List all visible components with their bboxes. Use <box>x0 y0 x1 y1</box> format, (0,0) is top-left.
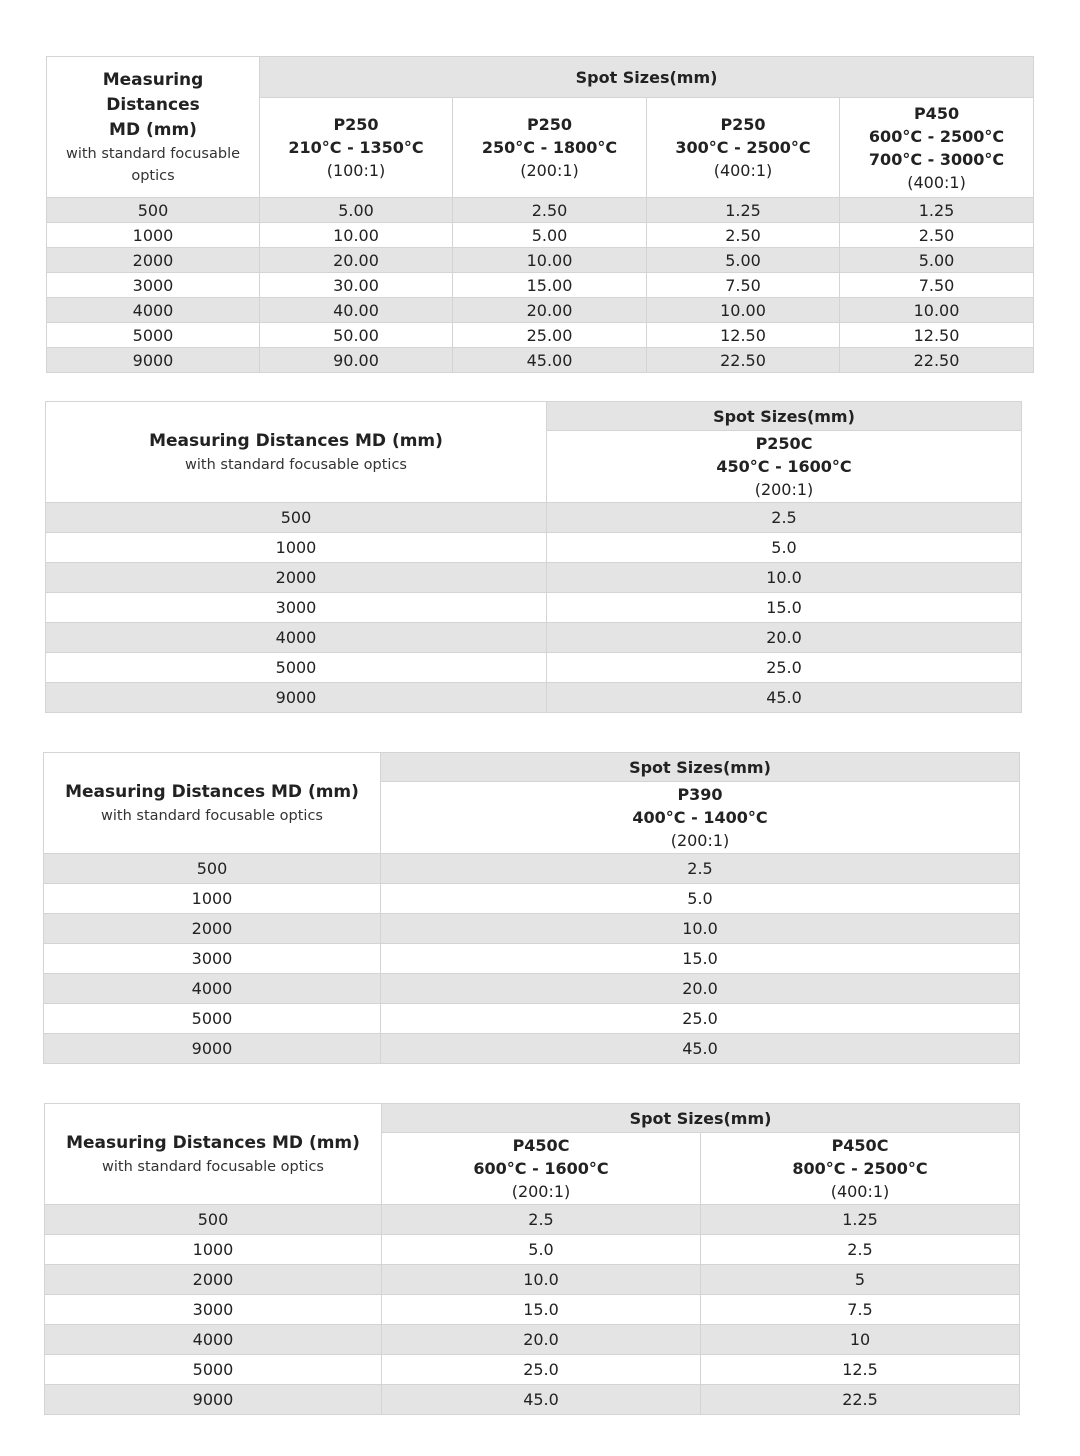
spot-size-table-p390 <box>43 752 1020 1064</box>
md-value: 9000 <box>44 1034 381 1064</box>
product-range: 800°C - 2500°C <box>792 1159 928 1178</box>
product-ratio: (400:1) <box>713 161 773 180</box>
md-value: 9000 <box>47 348 260 373</box>
product-header <box>382 1133 701 1205</box>
md-title: Measuring Distances <box>102 69 204 115</box>
spot-value: 45.00 <box>453 348 647 373</box>
table-row <box>47 348 1034 373</box>
table-row <box>45 1265 1020 1295</box>
table-row <box>46 503 1022 533</box>
md-value: 500 <box>47 198 260 223</box>
spot-value: 2.5 <box>382 1205 701 1235</box>
spot-value: 20.00 <box>260 248 453 273</box>
spot-value: 50.00 <box>260 323 453 348</box>
product-ratio: (200:1) <box>511 1182 571 1201</box>
product-ratio: (200:1) <box>520 161 579 180</box>
spot-size-table-p250c <box>45 401 1022 713</box>
md-header-cell <box>45 1104 382 1205</box>
md-subtitle: with standard focusable optics <box>101 807 323 824</box>
spot-value: 2.5 <box>547 503 1022 533</box>
md-value: 5000 <box>47 323 260 348</box>
product-header <box>547 431 1022 503</box>
spot-value: 5.00 <box>647 248 840 273</box>
table-body <box>44 854 1020 1064</box>
spot-value: 10.0 <box>547 563 1022 593</box>
spot-value: 25.00 <box>453 323 647 348</box>
spot-value: 12.5 <box>701 1355 1020 1385</box>
product-header <box>260 98 453 198</box>
md-title: Measuring Distances MD (mm) <box>66 1132 360 1153</box>
md-value: 1000 <box>46 533 547 563</box>
spot-value: 7.50 <box>840 273 1034 298</box>
spot-value: 20.0 <box>382 1325 701 1355</box>
product-range: 450°C - 1600°C <box>716 457 852 476</box>
table-row <box>46 593 1022 623</box>
spot-value: 2.5 <box>701 1235 1020 1265</box>
md-value: 3000 <box>46 593 547 623</box>
product-range-2: 700°C - 3000°C <box>868 149 1005 169</box>
md-value: 4000 <box>47 298 260 323</box>
table-row <box>44 914 1020 944</box>
md-value: 1000 <box>44 884 381 914</box>
spot-value: 22.50 <box>840 348 1034 373</box>
spot-value: 5.00 <box>453 223 647 248</box>
spot-value: 7.50 <box>647 273 840 298</box>
product-range: 250°C - 1800°C <box>481 138 618 157</box>
product-name: P250 <box>526 115 573 134</box>
md-value: 9000 <box>46 683 547 713</box>
table-row <box>46 563 1022 593</box>
spot-value: 2.50 <box>840 223 1034 248</box>
product-header <box>701 1133 1020 1205</box>
md-value: 4000 <box>46 623 547 653</box>
md-value: 3000 <box>47 273 260 298</box>
md-subtitle: with standard focusable <box>65 145 241 162</box>
spot-value: 1.25 <box>701 1205 1020 1235</box>
spot-value: 25.0 <box>382 1355 701 1385</box>
product-header <box>647 98 840 198</box>
spot-value: 10.00 <box>453 248 647 273</box>
product-ratio: (200:1) <box>754 480 814 499</box>
md-value: 4000 <box>45 1325 382 1355</box>
product-range: 210°C - 1350°C <box>288 138 424 157</box>
spot-value: 10.0 <box>382 1265 701 1295</box>
md-value: 3000 <box>44 944 381 974</box>
md-subtitle: with standard focusable optics <box>185 456 407 473</box>
product-range: 600°C - 1600°C <box>473 1159 609 1178</box>
md-title-unit: MD (mm) <box>109 119 197 140</box>
product-name: P390 <box>677 785 723 804</box>
product-ratio: (100:1) <box>326 161 386 180</box>
md-header-cell <box>44 753 381 854</box>
product-ratio: (400:1) <box>830 1182 890 1201</box>
spot-value: 15.00 <box>453 273 647 298</box>
table-row <box>47 273 1034 298</box>
product-name: P450C <box>512 1136 570 1155</box>
md-value: 500 <box>46 503 547 533</box>
table-row <box>47 198 1034 223</box>
product-ratio: (400:1) <box>907 172 966 192</box>
md-value: 4000 <box>44 974 381 1004</box>
spot-value: 40.00 <box>260 298 453 323</box>
table-row <box>45 1385 1020 1415</box>
md-title: Measuring Distances MD (mm) <box>65 781 359 802</box>
table-row <box>44 1004 1020 1034</box>
spot-value: 20.0 <box>381 974 1020 1004</box>
spot-value: 45.0 <box>547 683 1022 713</box>
md-value: 500 <box>44 854 381 884</box>
spot-sizes-header: Spot Sizes(mm) <box>382 1104 1020 1133</box>
spot-sizes-header: Spot Sizes(mm) <box>547 402 1022 431</box>
spot-value: 12.50 <box>647 323 840 348</box>
md-value: 2000 <box>47 248 260 273</box>
spot-value: 10.00 <box>840 298 1034 323</box>
table-row <box>46 623 1022 653</box>
product-range: 300°C - 2500°C <box>675 138 811 157</box>
md-value: 2000 <box>44 914 381 944</box>
spot-value: 5.0 <box>382 1235 701 1265</box>
table-row <box>46 683 1022 713</box>
table-row <box>46 653 1022 683</box>
md-value: 3000 <box>45 1295 382 1325</box>
table-body <box>45 1205 1020 1415</box>
md-header-cell <box>46 402 547 503</box>
md-subtitle: with standard focusable optics <box>102 1158 324 1175</box>
md-value: 1000 <box>45 1235 382 1265</box>
spot-value: 45.0 <box>381 1034 1020 1064</box>
md-value: 5000 <box>45 1355 382 1385</box>
table-row <box>47 298 1034 323</box>
spot-value: 2.5 <box>381 854 1020 884</box>
product-name: P450 <box>913 103 960 123</box>
product-name: P250C <box>755 434 813 453</box>
md-title: Measuring Distances MD (mm) <box>149 430 443 451</box>
table-row <box>45 1205 1020 1235</box>
spot-sizes-header: Spot Sizes(mm) <box>260 57 1034 98</box>
md-value: 2000 <box>45 1265 382 1295</box>
spot-value: 5.00 <box>260 198 453 223</box>
table-row <box>47 248 1034 273</box>
table-row <box>47 323 1034 348</box>
spot-value: 5.0 <box>381 884 1020 914</box>
spot-value: 90.00 <box>260 348 453 373</box>
product-ratio: (200:1) <box>670 831 730 850</box>
spot-value: 2.50 <box>453 198 647 223</box>
spot-value: 10.00 <box>260 223 453 248</box>
md-value: 5000 <box>44 1004 381 1034</box>
product-header <box>381 782 1020 854</box>
table-row <box>44 884 1020 914</box>
spot-size-table-p450c <box>44 1103 1020 1415</box>
spot-value: 10.0 <box>381 914 1020 944</box>
md-header-cell <box>47 57 260 198</box>
table-row <box>44 974 1020 1004</box>
product-header <box>453 98 647 198</box>
table-row <box>45 1295 1020 1325</box>
spot-value: 15.0 <box>547 593 1022 623</box>
spot-sizes-header: Spot Sizes(mm) <box>381 753 1020 782</box>
table-row <box>44 854 1020 884</box>
product-range: 400°C - 1400°C <box>632 808 768 827</box>
table-row <box>47 223 1034 248</box>
product-range: 600°C - 2500°C <box>868 126 1005 146</box>
spot-value: 1.25 <box>840 198 1034 223</box>
table-row <box>44 944 1020 974</box>
spot-value: 5 <box>701 1265 1020 1295</box>
spot-value: 1.25 <box>647 198 840 223</box>
spot-value: 22.5 <box>701 1385 1020 1415</box>
spot-value: 30.00 <box>260 273 453 298</box>
md-value: 2000 <box>46 563 547 593</box>
spot-value: 15.0 <box>382 1295 701 1325</box>
spot-value: 5.00 <box>840 248 1034 273</box>
table-row <box>44 1034 1020 1064</box>
table-row <box>45 1235 1020 1265</box>
product-name: P250 <box>720 115 766 134</box>
md-value: 5000 <box>46 653 547 683</box>
table-body <box>47 198 1034 373</box>
product-header <box>840 98 1034 198</box>
spot-value: 25.0 <box>547 653 1022 683</box>
product-name: P450C <box>831 1136 889 1155</box>
spot-value: 20.0 <box>547 623 1022 653</box>
spot-value: 20.00 <box>453 298 647 323</box>
product-name: P250 <box>333 115 379 134</box>
md-value: 500 <box>45 1205 382 1235</box>
spot-value: 7.5 <box>701 1295 1020 1325</box>
spot-value: 25.0 <box>381 1004 1020 1034</box>
table-row <box>45 1355 1020 1385</box>
table-body <box>46 503 1022 713</box>
spot-value: 22.50 <box>647 348 840 373</box>
spot-value: 10 <box>701 1325 1020 1355</box>
md-subtitle-cont: optics <box>131 167 175 184</box>
md-value: 9000 <box>45 1385 382 1415</box>
md-value: 1000 <box>47 223 260 248</box>
table-row <box>45 1325 1020 1355</box>
spot-value: 12.50 <box>840 323 1034 348</box>
spot-value: 45.0 <box>382 1385 701 1415</box>
spot-value: 10.00 <box>647 298 840 323</box>
spot-value: 2.50 <box>647 223 840 248</box>
spot-value: 5.0 <box>547 533 1022 563</box>
table-row <box>46 533 1022 563</box>
spot-size-table-p250-p450 <box>46 56 1034 373</box>
spot-value: 15.0 <box>381 944 1020 974</box>
